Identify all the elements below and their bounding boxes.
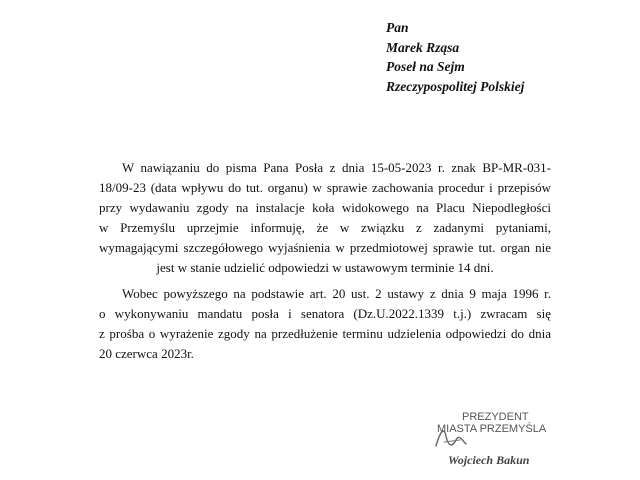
signature-name: Wojciech Bakun — [448, 453, 530, 467]
body-line: przy wydawaniu zgody na instalacje koła widokowego na Placu Niepodległości — [99, 199, 551, 215]
body-line: jest w stanie udzielić odpowiedzi w ustawowym terminie 14 dni. — [156, 259, 494, 275]
signature-title-line2: MIASTA PRZEMYŚLA — [437, 423, 547, 435]
paragraph-2 — [99, 284, 551, 364]
body-line: Wobec powyższego na podstawie art. 20 ust. 2 ustawy z dnia 9 maja 1996 r. — [122, 286, 551, 302]
signature-block — [426, 408, 556, 478]
body-line: wymagającymi szczegółowego wyjaśnienia w przedmiotowej sprawie tut. organ nie — [99, 239, 551, 255]
letter-body — [99, 158, 551, 364]
body-line: 18/09-23 (data wpływu do tut. organu) w sprawie zachowania procedur i przepisów — [99, 179, 551, 195]
paragraph-1 — [99, 158, 551, 277]
addressee-position: Poseł na Sejm — [386, 59, 465, 74]
handwritten-signature-icon — [426, 418, 486, 454]
addressee-block — [386, 18, 524, 96]
signature-title-line1: PREZYDENT — [462, 411, 529, 423]
addressee-salutation: Pan — [386, 20, 409, 35]
addressee-country: Rzeczypospolitej Polskiej — [386, 78, 525, 94]
body-line: w Przemyślu uprzejmie informuję, że w związku z zadanymi pytaniami, — [99, 219, 551, 235]
body-line: W nawiązaniu do pisma Pana Posła z dnia 15-05-2023 r. znak BP-MR-031- — [122, 160, 551, 175]
body-line: z prośba o wyrażenie zgody na przedłużenie terminu udzielenia odpowiedzi do dnia — [99, 326, 551, 342]
addressee-name: Marek Rząsa — [386, 39, 460, 55]
body-line: 20 czerwca 2023r. — [99, 346, 194, 362]
body-line: o wykonywaniu mandatu posła i senatora (Dz.U.2022.1339 t.j.) zwracam się — [99, 306, 551, 322]
